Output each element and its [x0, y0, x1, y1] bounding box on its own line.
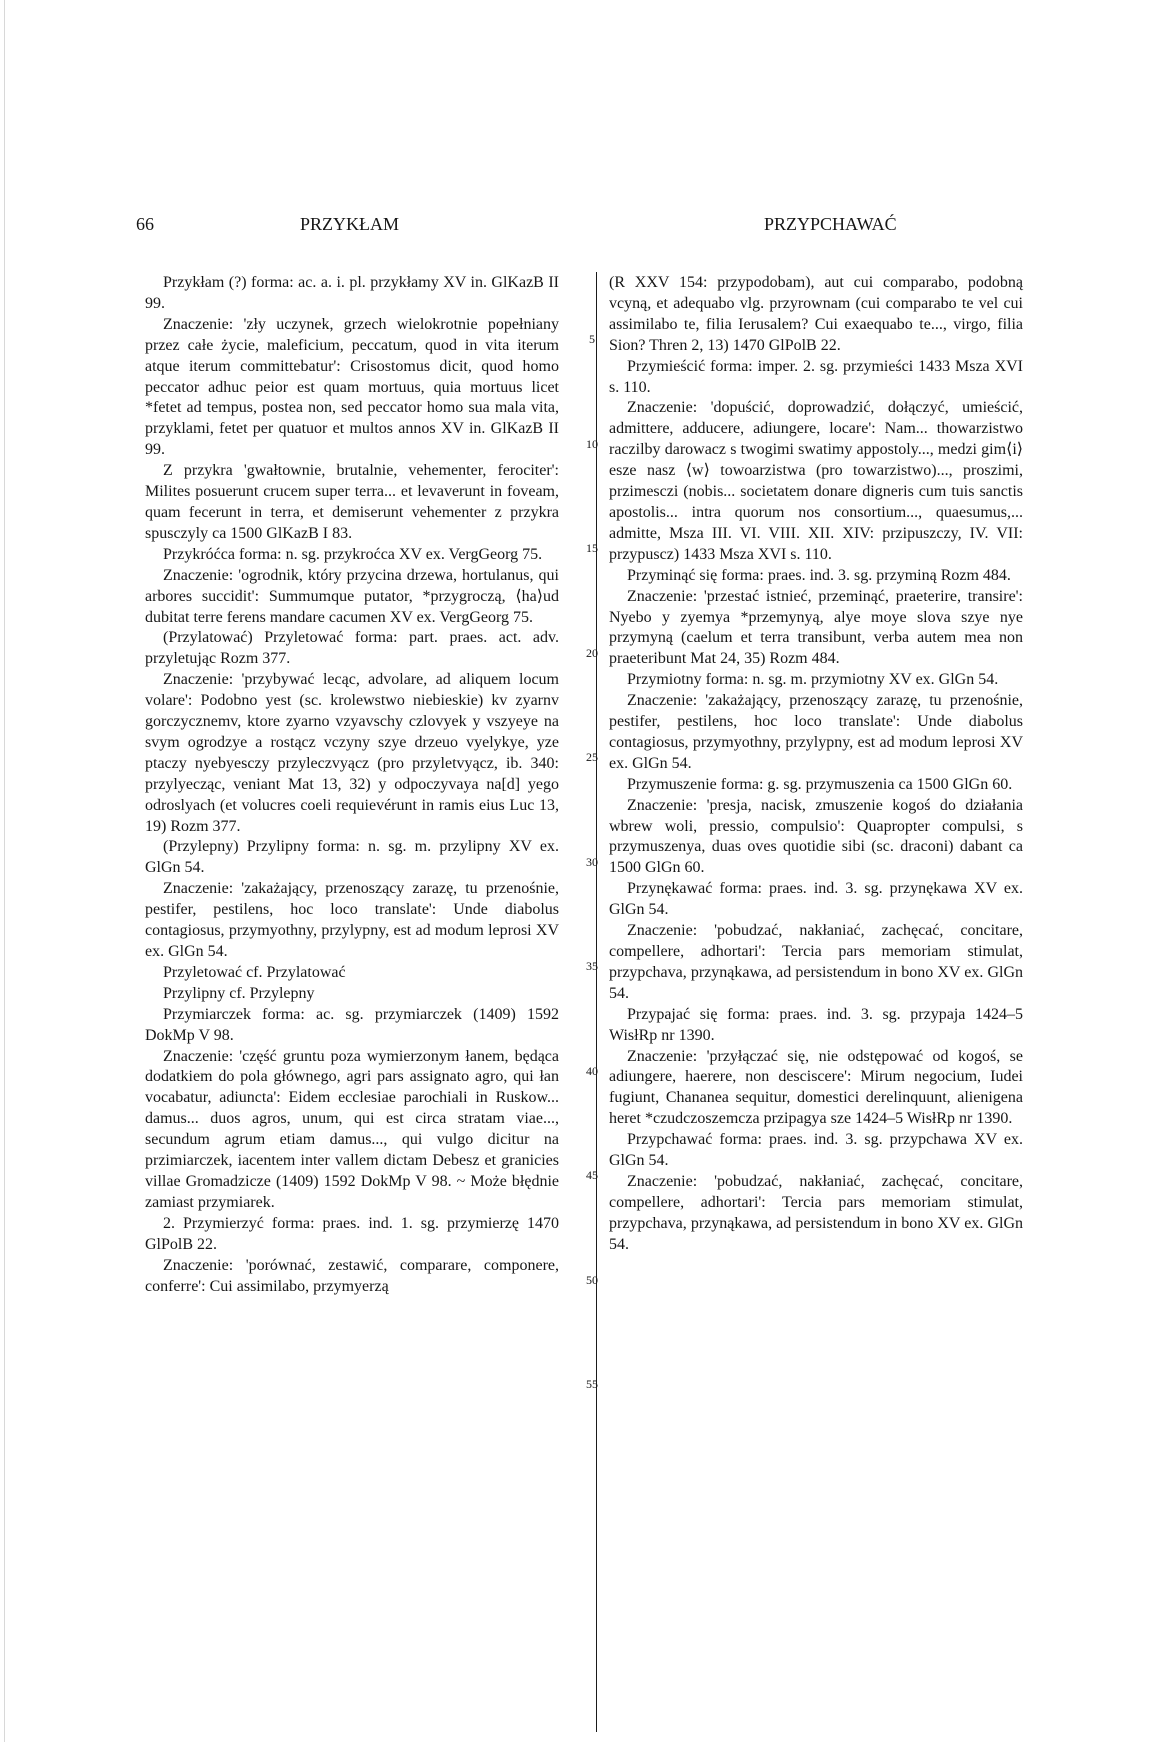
dictionary-entry: Z przykra 'gwałtownie, brutalnie, vehementer, ferociter': Milites posuerunt crucem super terra... et levaverunt in foveam, quam fecerunt in terra, et demiserunt vehementer z przykra spusczyly ca 1500 GlKazB I 83. — [145, 462, 559, 542]
line-number: 45 — [586, 1168, 598, 1182]
entry-definition: Znaczenie: 'pobudzać, nakłaniać, zachęcać, concitare, compellere, adhortari': Tercia pars memoriam stimulat, przypchava, przynąkawa, ad persistendum in bono XV ex. GlGn 54. — [609, 922, 1023, 1002]
dictionary-entry: Przymieścić forma: imper. 2. sg. przymieści 1433 Msza XVI s. 110. — [609, 357, 1023, 396]
cross-reference: Przylipny cf. Przylepny — [163, 984, 315, 1002]
line-number: 15 — [586, 541, 598, 555]
line-number: 50 — [586, 1273, 598, 1287]
entry-definition: Znaczenie: 'porównać, zestawić, comparare, componere, conferre': Cui assimilabo, przymyerzą — [145, 1256, 559, 1295]
page-number: 66 — [136, 214, 154, 234]
entry-definition: Znaczenie: 'przybywać lecąc, advolare, ad aliquem locum volare': Podobno yest (sc. krolewstwo niebieskie) kv zyarnv gorczycznemv, ktore zyarno vzyavschy czlovyek y vszyeye na svym ogrodzye a rostącz vczyny szye drzeuo vyelykye, yze ptaczy nyebyesczy przyleczvyącz (pro przyletvyącz, ib. 340: przylyecząc, veniant Mat 13, 32) y odpoczyvaya na[d] yego odroslyach (et volucres coeli requievérunt in ramis eius Luc 13, 19) Rozm 377. — [145, 671, 559, 835]
entry-definition: Znaczenie: 'zły uczynek, grzech wielokrotnie popełniany przez całe życie, maleficium, peccatum, quod in vita iterum atque iterum committebatur': Crisostomus dicit, quod homo peccator adhuc peior est quam mortuus, quia mortuus licet *fetet ad tempus, postea non, sed peccator homo sua mala vita, przyklami, fetet per quatuor et multos annos XV in. GlKazB II 99. — [145, 315, 559, 459]
entry-definition: Znaczenie: 'pobudzać, nakłaniać, zachęcać, concitare, compellere, adhortari': Tercia pars memoriam stimulat, przypchava, przynąkawa, ad persistendum in bono XV ex. GlGn 54. — [609, 1172, 1023, 1253]
line-number: 20 — [586, 646, 598, 660]
line-number: 55 — [586, 1377, 598, 1391]
column-divider — [596, 272, 597, 1732]
entry-definition: Znaczenie: 'część gruntu poza wymierzonym łanem, będąca dodatkiem do pola głównego, agri pars assignato agro, qui łan vocabatur, adiuncta': Eidem ecclesiae parochiali in Ruskow... damus... duos agros, unum, qui est circa stratam viae..., secundum agrum etiam damus..., qui vulgo dicitur na przimiarczek, iacentem inter vallem dictam Debesz et granicies villae Gromadzicze (1409) 1592 DokMp V 98. ~ Może błędnie zamiast przymiarek. — [145, 1047, 559, 1211]
line-number: 30 — [586, 855, 598, 869]
dictionary-entry: (Przylatować) Przyletować forma: part. praes. act. adv. przyletując Rozm 377. — [145, 629, 559, 668]
dictionary-entry: Przykróćca forma: n. sg. przykroćca XV ex. VergGeorg 75. — [163, 545, 543, 563]
line-number: 40 — [586, 1064, 598, 1078]
entry-definition: Znaczenie: 'ogrodnik, który przycina drzewa, hortulanus, qui arbores succidit': Summumque putator, *przygroczą, ⟨ha⟩ud dubitat terre ferens mandare cacumen XV ex. VergGeorg 75. — [145, 566, 559, 626]
right-column — [609, 273, 1023, 1256]
scan-edge-line — [4, 0, 5, 1742]
dictionary-entry: Przymiarczek forma: ac. sg. przymiarczek (1409) 1592 DokMp V 98. — [145, 1005, 559, 1044]
line-number: 25 — [586, 750, 598, 764]
dictionary-entry: (Przylepny) Przylipny forma: n. sg. m. przylipny XV ex. GlGn 54. — [145, 838, 559, 877]
entry-definition: Znaczenie: 'przyłączać się, nie odstępować od kogoś, se adiungere, haerere, non desciscere': Mirum negocium, Iudei fugiunt, Chananea sequitur, domestici derelinquunt, alienigena heret *czudczoszemcza przipagya sze 1424–5 WisłRp nr 1390. — [609, 1047, 1023, 1128]
dictionary-entry: Przymuszenie forma: g. sg. przymuszenia ca 1500 GlGn 60. — [627, 775, 1013, 793]
cross-reference: Przyletować cf. Przylatować — [163, 963, 346, 981]
entry-definition: Znaczenie: 'presja, nacisk, zmuszenie kogoś do działania wbrew woli, pressio, compulsio': Quapropter compulsi, s przymuszenya, duas oves quotidie sibi (sc. draconi) dabant ca 1500 GlGn 60. — [609, 796, 1023, 877]
line-number: 10 — [586, 437, 598, 451]
dictionary-entry: Przykłam (?) forma: ac. a. i. pl. przykłamy XV in. GlKazB II 99. — [145, 274, 559, 312]
dictionary-entry: Przypajać się forma: praes. ind. 3. sg. przypaja 1424–5 WisłRp nr 1390. — [609, 1005, 1023, 1044]
entry-definition: Znaczenie: 'zakażający, przenoszący zarazę, tu przenośnie, pestifer, pestilens, hoc loco translate': Unde diabolus contagiosus, przymyothny, przylypny, est ad modum leprosi XV ex. GlGn 54. — [609, 692, 1023, 772]
running-head-left: PRZYKŁAM — [300, 214, 400, 234]
line-number: 35 — [586, 959, 598, 973]
entry-continuation: (R XXV 154: przypodobam), aut cui comparabo, podobną vcyną, et adequabo vlg. przyrownam (cui comparabo te vel cui assimilabo te, filia Ierusalem? Cui exaequabo te..., virgo, filia Sion? Thren 2, 13) 1470 GlPolB 22. — [609, 274, 1023, 354]
entry-definition: Znaczenie: 'dopuścić, doprowadzić, dołączyć, umieścić, admittere, adducere, adiungere, locare': Nam... thowarzistwo raczilby darowacz s twogimi swatimy appostoly..., medzi gim⟨i⟩ esze nasz ⟨w⟩ towoarzistwa (pro towarzistwo)..., proszimi, przimesczi (nobis... societatem donare digneris cum tuis sanctis apostolis... intra quorum nos consortium..., quaesumus,... admitte, Msza III. VI. VIII. XII. XIV: przipuszczy, IV. VII: przypuscz) 1433 Msza XVI s. 110. — [609, 399, 1023, 563]
dictionary-entry: 2. Przymierzyć forma: praes. ind. 1. sg. przymierzę 1470 GlPolB 22. — [145, 1214, 559, 1253]
dictionary-entry: Przynękawać forma: praes. ind. 3. sg. przynękawa XV ex. GlGn 54. — [609, 880, 1023, 919]
running-head-right: PRZYPCHAWAĆ — [764, 214, 897, 234]
dictionary-entry: Przymiotny forma: n. sg. m. przymiotny XV ex. GlGn 54. — [627, 671, 999, 689]
dictionary-entry: Przyminąć się forma: praes. ind. 3. sg. przyminą Rozm 484. — [627, 566, 1011, 584]
dictionary-entry: Przypchawać forma: praes. ind. 3. sg. przypchawa XV ex. GlGn 54. — [609, 1131, 1023, 1170]
entry-definition: Znaczenie: 'zakażający, przenoszący zarazę, tu przenośnie, pestifer, pestilens, hoc loco translate': Unde diabolus contagiosus, przymyothny, przylypny, est ad modum leprosi XV ex. GlGn 54. — [145, 880, 559, 960]
left-column — [145, 273, 559, 1297]
entry-definition: Znaczenie: 'przestać istnieć, przeminąć, praeterire, transire': Nyebo y zyemya *przemynyą, alye moye slova szye nye przymyną (caelum et terra transibunt, verba autem mea non praeteribunt Mat 24, 35) Rozm 484. — [609, 587, 1023, 668]
line-number: 5 — [589, 332, 595, 346]
